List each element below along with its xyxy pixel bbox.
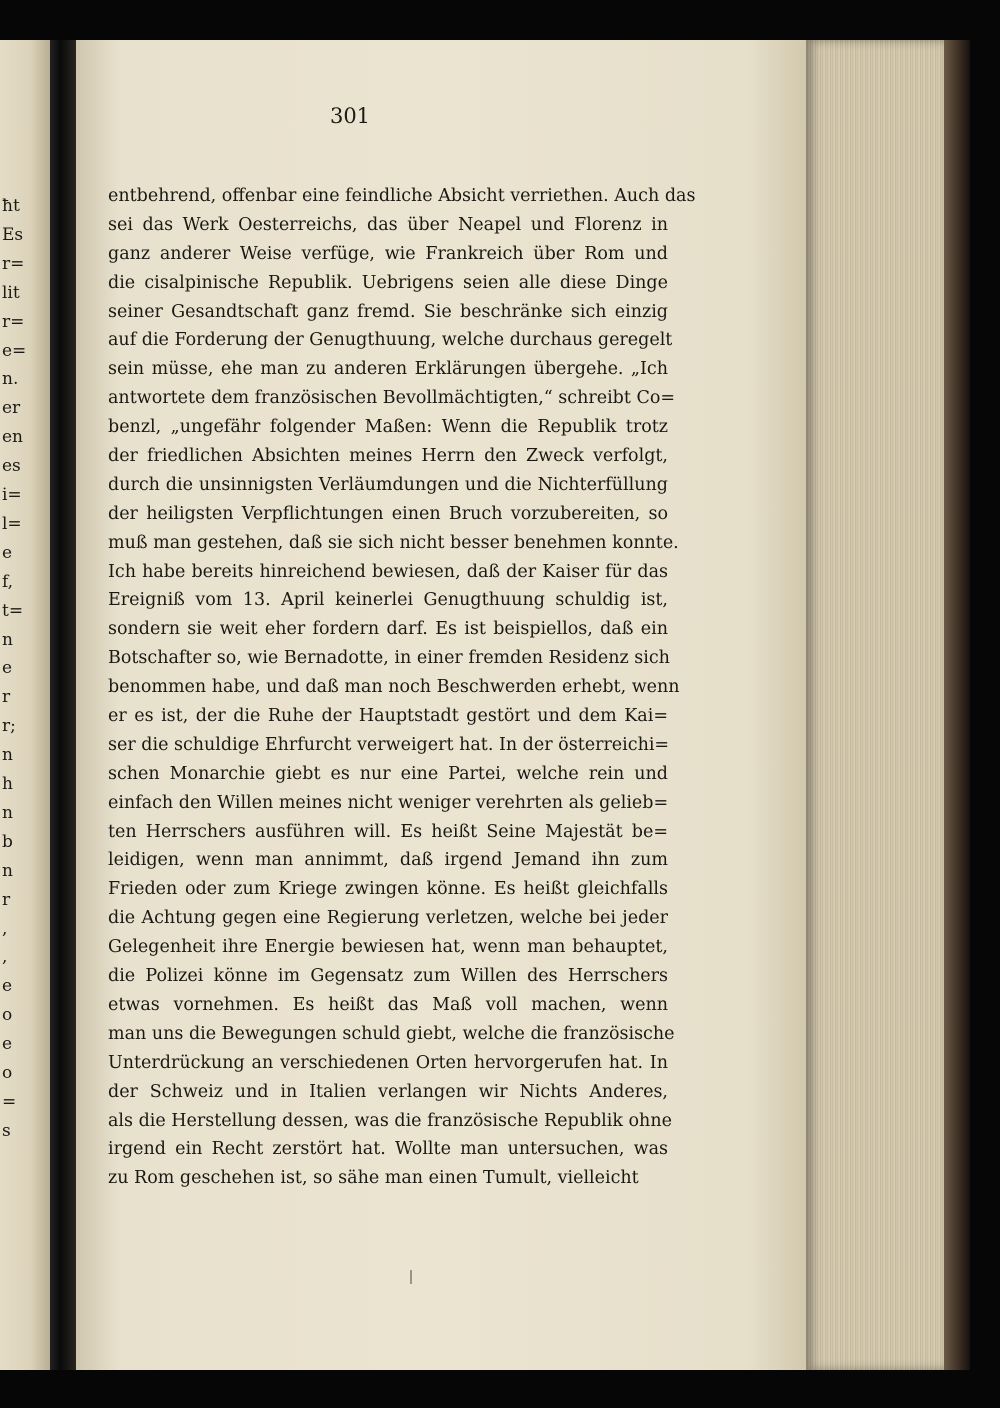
text-line: Unterdrückung an verschiedenen Orten hervorgerufen hat. In [108,1052,668,1073]
text-line: muß man gestehen, daß sie sich nicht besser benehmen konnte. [108,532,679,553]
text-line: Frieden oder zum Kriege zwingen könne. Es heißt gleichfalls [108,879,668,900]
text-line: irgend ein Recht zerstört hat. Wollte man untersuchen, was [108,1139,668,1160]
left-page-fragment: r= [2,311,25,332]
text-line: der friedlichen Absichten meines Herrn den Zweck verfolgt, [108,446,668,467]
left-page-fragment: , [2,947,8,968]
left-page-fragment: e [2,542,13,563]
text-line: benzl, „ungefähr folgender Maßen: Wenn die Republik trotz [108,417,668,438]
left-page-fragment: er [2,398,21,419]
left-page-fragment: en [2,427,24,448]
text-line: Ereigniß vom 13. April keinerlei Genugthuung schuldig ist, [108,590,668,611]
left-page-fragment: h [2,774,13,794]
text-line: die Polizei könne im Gegensatz zum Willen des Herrschers [108,966,668,987]
text-line: man uns die Bewegungen schuld giebt, welche die französische [108,1023,675,1044]
text-line: Ich habe bereits hinreichend bewiesen, daß der Kaiser für das [108,561,668,582]
left-page-fragment: , [2,918,8,939]
text-line: sei das Werk Oesterreichs, das über Neapel und Florenz in [108,214,668,235]
left-page-fragment: i= [2,485,22,505]
book-cover-edge [944,40,970,1370]
text-line: leidigen, wenn man annimmt, daß irgend Jemand ihn zum [108,850,668,871]
text-line: entbehrend, offenbar eine feindliche Absicht verriethen. Auch das [108,186,696,206]
left-page-fragment: e [2,658,13,679]
left-page-fragment: r [2,687,11,708]
left-page-fragment: r= [2,253,25,274]
text-line: zu Rom geschehen ist, so sähe man einen Tumult, vielleicht [108,1168,639,1189]
text-line: sondern sie weit eher fordern darf. Es ist beispiellos, daß ein [108,619,668,640]
page-stack [806,40,944,1370]
left-page-fragment: es [2,456,21,477]
text-line: der heiligsten Verpflichtungen einen Bruch vorzubereiten, so [108,503,668,524]
text-line: die Achtung gegen eine Regierung verletzen, welche bei jeder [108,908,668,929]
text-line: Gelegenheit ihre Energie bewiesen hat, wenn man behauptet, [108,937,668,958]
text-line: ser die schuldige Ehrfurcht verweigert hat. In der österreichi= [108,734,670,755]
left-page-fragment: n. [2,369,19,390]
left-page-fragment: ħt [2,196,20,216]
left-page-fragment: Es [2,224,24,245]
text-line: benommen habe, und daß man noch Beschwerden erhebt, wenn [108,677,680,698]
left-page-fragment: r [2,889,11,910]
text-line: sein müsse, ehe man zu anderen Erklärungen übergehe. „Ich [108,359,668,380]
text-line: einfach den Willen meines nicht weniger verehrten als gelieb= [108,792,669,813]
left-page-fragment: b [2,831,13,852]
left-page-fragment: n [2,629,13,650]
left-page-fragment: e [2,1034,13,1055]
book-gutter [50,40,76,1370]
left-page-fragment: l= [2,513,22,534]
text-line: ten Herrschers ausführen will. Es heißt Seine Majestät be= [108,821,668,842]
left-page-fragment: lit [2,282,20,303]
body-text [108,182,696,1193]
text-line: auf die Forderung der Genugthuung, welche durchaus geregelt [108,330,673,351]
text-line: antwortete dem französischen Bevollmächtigten,“ schreibt Co= [108,388,676,409]
left-page-fragment: f, [2,571,14,592]
page-mark [410,1270,412,1284]
left-page-fragment: r; [2,716,16,737]
left-page-fragment: e [2,976,13,997]
text-line: schen Monarchie giebt es nur eine Partei, welche rein und [108,763,668,784]
left-page-fragment: n [2,802,13,823]
left-page-fragment: n [2,860,13,881]
text-line: die cisalpinische Republik. Uebrigens seien alle diese Dinge [108,272,668,293]
page-number: 301 [329,104,371,128]
left-page-edge [0,40,50,1370]
left-page-fragment: e= [2,340,27,361]
text-line: er es ist, der die Ruhe der Hauptstadt gestört und dem Kai= [108,706,668,727]
text-line: Botschafter so, wie Bernadotte, in einer fremden Residenz sich [108,648,670,669]
text-line: ganz anderer Weise verfüge, wie Frankreich über Rom und [108,243,668,264]
text-line: seiner Gesandtschaft ganz fremd. Sie beschränke sich einzig [108,301,668,322]
left-page-fragment: o [2,1063,13,1083]
left-page-fragment: s [2,1120,11,1141]
text-line: der Schweiz und in Italien verlangen wir Nichts Anderes, [108,1081,668,1102]
left-page-fragment: t= [2,600,24,621]
left-page-fragment: = [2,1091,17,1112]
text-line: als die Herstellung dessen, was die französische Republik ohne [108,1110,672,1131]
text-line: etwas vornehmen. Es heißt das Maß voll machen, wenn [108,994,668,1015]
left-page-fragment: o [2,1005,13,1026]
left-page-fragment: n [2,745,13,766]
text-line: durch die unsinnigsten Verläumdungen und die Nichterfüllung [108,474,668,495]
